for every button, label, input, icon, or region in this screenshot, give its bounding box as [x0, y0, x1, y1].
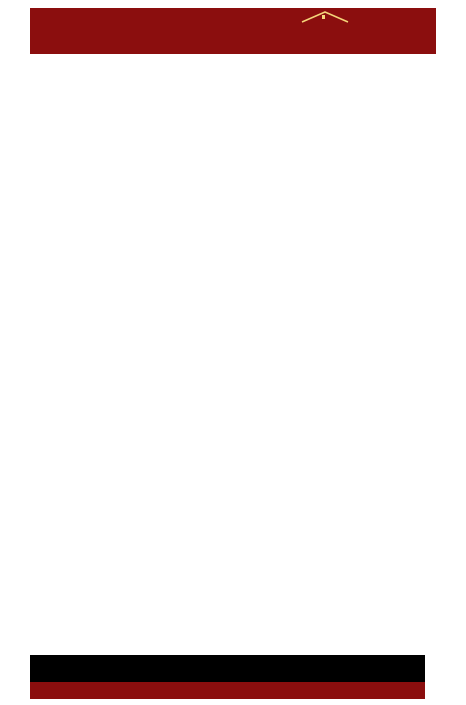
house-logo-icon — [300, 10, 350, 24]
header-banner — [30, 8, 436, 54]
footer-notes — [30, 655, 425, 699]
footer-brand-bar — [30, 682, 425, 699]
